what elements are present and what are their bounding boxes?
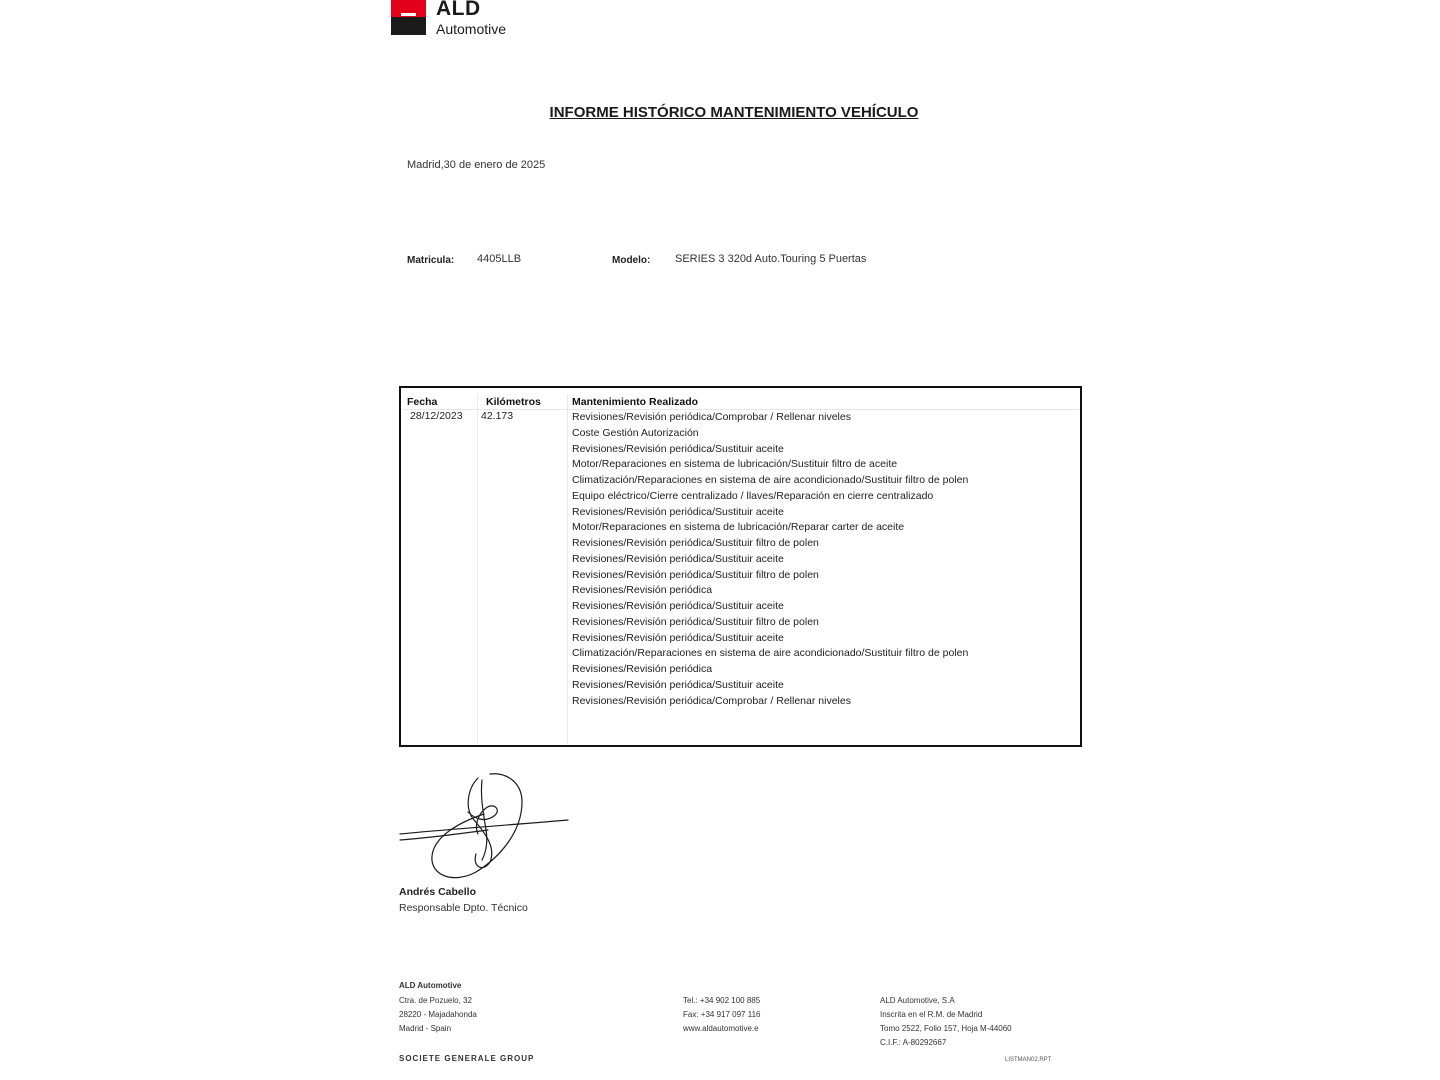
footer-doc-ref: LISTMAN02.RPT (1005, 1057, 1052, 1063)
maintenance-item: Coste Gestión Autorización (572, 426, 699, 439)
maintenance-item: Revisiones/Revisión periódica/Sustituir aceite (572, 600, 784, 612)
maintenance-item: Climatización/Reparaciones en sistema de aire acondicionado/Sustituir filtro de polen (572, 474, 969, 486)
model-value: SERIES 3 320d Auto.Touring 5 Puertas (675, 253, 867, 265)
signer-name: Andrés Cabello (399, 886, 477, 898)
footer-legal-line: Tomo 2522, Folio 157, Hoja M-44060 (880, 1024, 1012, 1033)
logo-name: ALD (436, 0, 481, 20)
maintenance-item: Revisiones/Revisión periódica/Sustituir aceite (572, 442, 784, 455)
maintenance-item: Revisiones/Revisión periódica/Sustituir aceite (572, 631, 784, 644)
footer-fax: Fax: +34 917 097 116 (683, 1010, 761, 1019)
footer-group-name: SOCIETE GENERALE GROUP (399, 1054, 535, 1063)
plate-label: Matricula: (407, 255, 455, 266)
maintenance-item: Climatización/Reparaciones en sistema de aire acondicionado/Sustituir filtro de polen (572, 647, 969, 660)
maintenance-item: Equipo eléctrico/Cierre centralizado / llaves/Reparación en cierre centralizado (572, 489, 934, 502)
maintenance-item: Revisiones/Revisión periódica/Sustituir filtro de polen (572, 568, 819, 581)
plate-value: 4405LLB (477, 253, 522, 265)
maintenance-item: Revisiones/Revisión periódica/Sustituir aceite (572, 505, 784, 518)
column-separator (477, 394, 478, 744)
maintenance-item: Revisiones/Revisión periódica/Comprobar / Rellenar niveles (572, 694, 851, 707)
column-separator (567, 394, 568, 744)
footer-company-title: ALD Automotive (399, 981, 462, 990)
footer-phone: Tel.: +34 902 100 885 (683, 996, 761, 1005)
header-km: Kilómetros (486, 396, 541, 408)
date-line: Madrid,30 de enero de 2025 (407, 159, 546, 171)
maintenance-item: Revisiones/Revisión periódica/Sustituir filtro de polen (572, 537, 819, 549)
logo-subtitle: Automotive (436, 21, 507, 37)
maintenance-item: Motor/Reparaciones en sistema de lubricación/Sustituir filtro de aceite (572, 458, 898, 471)
footer-legal (880, 994, 1012, 1050)
signer-role: Responsable Dpto. Técnico (399, 902, 528, 914)
footer-legal-line: Inscrita en el R.M. de Madrid (880, 1010, 983, 1019)
maintenance-item: Revisiones/Revisión periódica/Sustituir aceite (572, 678, 784, 691)
footer-legal-line: C.I.F.: A-80292667 (880, 1038, 947, 1047)
maintenance-list (572, 410, 1002, 709)
row-km: 42.173 (481, 410, 514, 422)
maintenance-item: Revisiones/Revisión periódica (572, 584, 713, 597)
footer-website: www.aldautomotive.e (683, 1024, 759, 1033)
header-maintenance: Mantenimiento Realizado (572, 396, 699, 408)
footer-contact (683, 994, 760, 1036)
maintenance-item: Revisiones/Revisión periódica (572, 663, 713, 675)
footer-legal-line: ALD Automotive, S.A (880, 996, 955, 1005)
ald-logo-mark (391, 0, 426, 35)
logo-white-bar (401, 13, 416, 16)
maintenance-item: Revisiones/Revisión periódica/Sustituir filtro de polen (572, 615, 819, 628)
footer-address (399, 994, 477, 1036)
document-title: INFORME HISTÓRICO MANTENIMIENTO VEHÍCULO (549, 104, 919, 121)
row-date: 28/12/2023 (410, 410, 463, 422)
maintenance-item: Revisiones/Revisión periódica/Comprobar / Rellenar niveles (572, 411, 851, 423)
header-date: Fecha (407, 396, 438, 408)
signature-icon (398, 768, 570, 880)
footer-address-line: 28220 - Majadahonda (399, 1010, 477, 1019)
model-label: Modelo: (612, 255, 651, 266)
maintenance-item: Revisiones/Revisión periódica/Sustituir aceite (572, 552, 784, 565)
footer-address-line: Madrid - Spain (399, 1024, 452, 1033)
footer-address-line: Ctra. de Pozuelo, 32 (399, 996, 472, 1005)
maintenance-item: Motor/Reparaciones en sistema de lubricación/Reparar carter de aceite (572, 521, 905, 534)
